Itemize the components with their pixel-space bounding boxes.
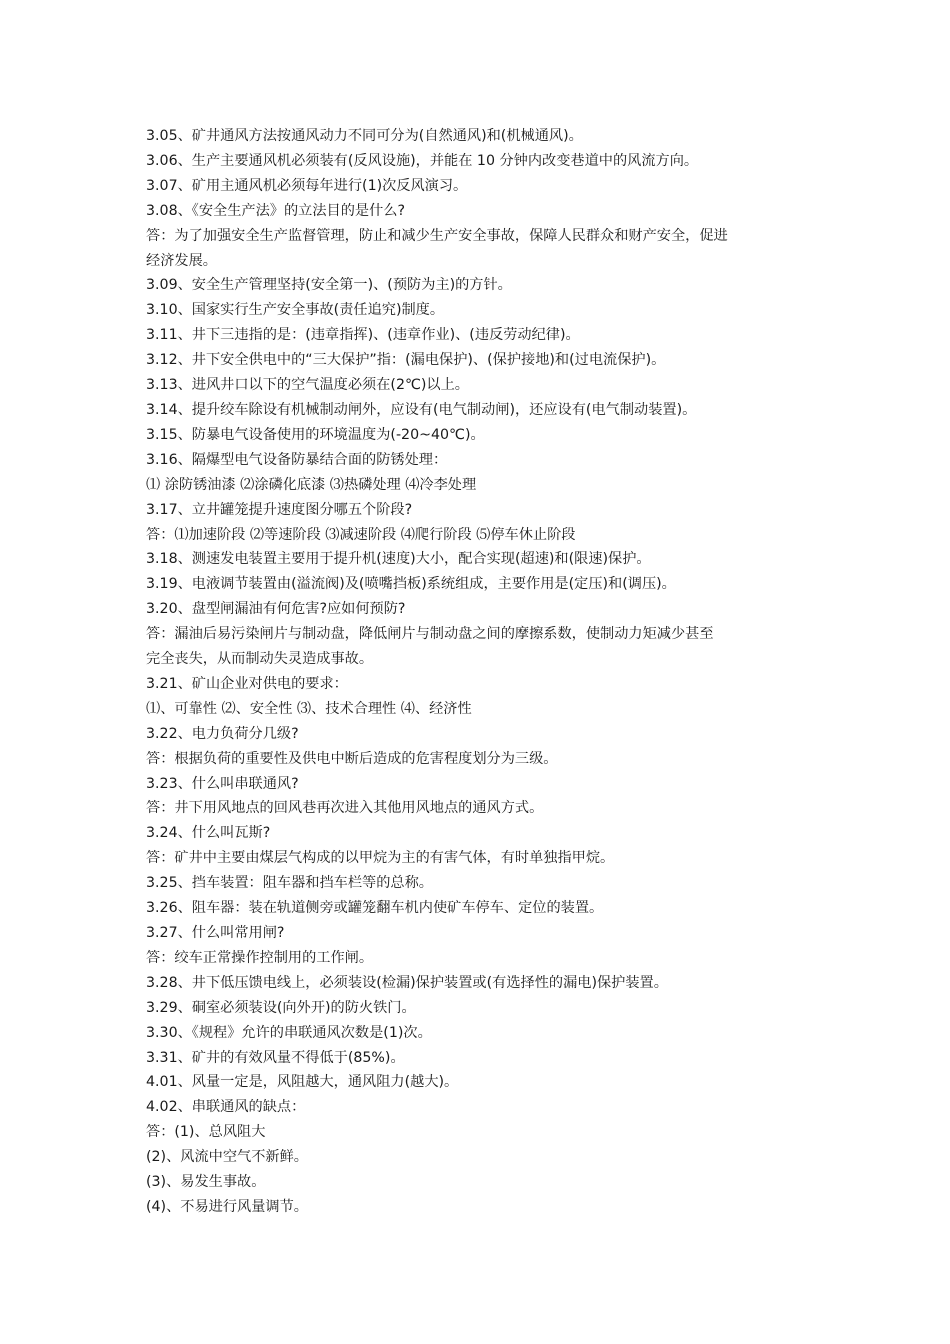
- text-line: 4.01、风量一定是，风阻越大，通风阻力(越大)。: [146, 1074, 459, 1091]
- text-line: 3.11、井下三违指的是：(违章指挥)、(违章作业)、(违反劳动纪律)。: [146, 327, 580, 344]
- answer-line: 答：为了加强安全生产监督管理，防止和减少生产安全事故，保障人民群众和财产安全，促进: [146, 227, 728, 244]
- text-line: 3.07、矿用主通风机必须每年进行(1)次反风演习。: [146, 177, 468, 194]
- question-line: 3.20、盘型闸漏油有何危害?应如何预防?: [146, 601, 406, 618]
- text-line: 3.15、防暴电气设备使用的环境温度为(-20~40℃)。: [146, 426, 485, 443]
- answer-line: 答：绞车正常操作控制用的工作闸。: [146, 949, 374, 966]
- text-line: 3.14、提升绞车除设有机械制动闸外，应设有(电气制动闸)，还应设有(电气制动装置)。: [146, 401, 697, 418]
- answer-line: ⑴、可靠性 ⑵、安全性 ⑶、技术合理性 ⑷、经济性: [146, 700, 472, 717]
- question-line: 3.17、立井罐笼提升速度图分哪五个阶段?: [146, 501, 413, 518]
- question-line: 3.27、什么叫常用闸?: [146, 925, 285, 941]
- answer-line: (4)、不易进行风量调节。: [146, 1198, 308, 1215]
- text-line: 3.31、矿井的有效风量不得低于(85%)。: [146, 1049, 405, 1066]
- question-line: 3.23、什么叫串联通风?: [146, 775, 299, 792]
- question-line: 3.24、什么叫瓦斯?: [146, 825, 271, 842]
- answer-line: (2)、风流中空气不新鲜。: [146, 1149, 308, 1166]
- question-line: 3.16、隔爆型电气设备防暴结合面的防锈处理：: [146, 451, 448, 468]
- text-line: 3.10、国家实行生产安全事故(责任追究)制度。: [146, 302, 445, 319]
- answer-line: 答：井下用风地点的回风巷再次进入其他用风地点的通风方式。: [146, 800, 544, 817]
- question-line: 3.21、矿山企业对供电的要求：: [146, 675, 348, 692]
- text-line: 3.09、安全生产管理坚持(安全第一)、(预防为主)的方针。: [146, 277, 512, 294]
- answer-line: 答：(1)、总风阻大: [146, 1124, 266, 1141]
- answer-line: 经济发展。: [146, 252, 217, 269]
- answer-line: 答：⑴加速阶段 ⑵等速阶段 ⑶减速阶段 ⑷爬行阶段 ⑸停车休止阶段: [146, 526, 576, 543]
- text-line: 3.25、挡车装置：阻车器和挡车栏等的总称。: [146, 875, 433, 892]
- question-line: 4.02、串联通风的缺点：: [146, 1099, 306, 1116]
- text-line: 3.18、测速发电装置主要用于提升机(速度)大小，配合实现(超速)和(限速)保护。: [146, 551, 651, 568]
- text-line: 3.06、生产主要通风机必须装有(反风设施)，并能在 10 分钟内改变巷道中的风流方向。: [146, 152, 699, 169]
- answer-line: (3)、易发生事故。: [146, 1174, 266, 1191]
- text-line: 3.13、进风井口以下的空气温度必须在(2℃)以上。: [146, 377, 469, 394]
- text-line: 3.30、《规程》允许的串联通风次数是(1)次。: [146, 1024, 432, 1041]
- text-line: 3.29、硐室必须装设(向外开)的防火铁门。: [146, 999, 416, 1016]
- answer-line: 答：矿井中主要由煤层气构成的以甲烷为主的有害气体，有时单独指甲烷。: [146, 850, 615, 867]
- question-line: 3.22、电力负荷分几级?: [146, 725, 299, 742]
- answer-line: 答：根据负荷的重要性及供电中断后造成的危害程度划分为三级。: [146, 750, 558, 767]
- text-line: 3.12、井下安全供电中的“三大保护”指：(漏电保护)、(保护接地)和(过电流保护)。: [146, 352, 666, 369]
- text-line: 3.05、矿井通风方法按通风动力不同可分为(自然通风)和(机械通风)。: [146, 128, 583, 144]
- text-line: 3.26、阻车器：装在轨道侧旁或罐笼翻车机内使矿车停车、定位的装置。: [146, 900, 604, 917]
- document-body: [146, 124, 826, 1220]
- text-line: 3.19、电液调节装置由(溢流阀)及(喷嘴挡板)系统组成，主要作用是(定压)和(调压)。: [146, 576, 676, 593]
- answer-line: 答：漏油后易污染闸片与制动盘，降低闸片与制动盘之间的摩擦系数，使制动力矩减少甚至: [146, 626, 714, 643]
- answer-line: 完全丧失，从而制动失灵造成事故。: [146, 651, 374, 668]
- answer-line: ⑴ 涂防锈油漆 ⑵涂磷化底漆 ⑶热磷处理 ⑷冷李处理: [146, 476, 477, 493]
- question-line: 3.08、《安全生产法》的立法目的是什么?: [146, 202, 406, 219]
- text-line: 3.28、井下低压馈电线上，必须装设(检漏)保护装置或(有选择性的漏电)保护装置。: [146, 974, 668, 991]
